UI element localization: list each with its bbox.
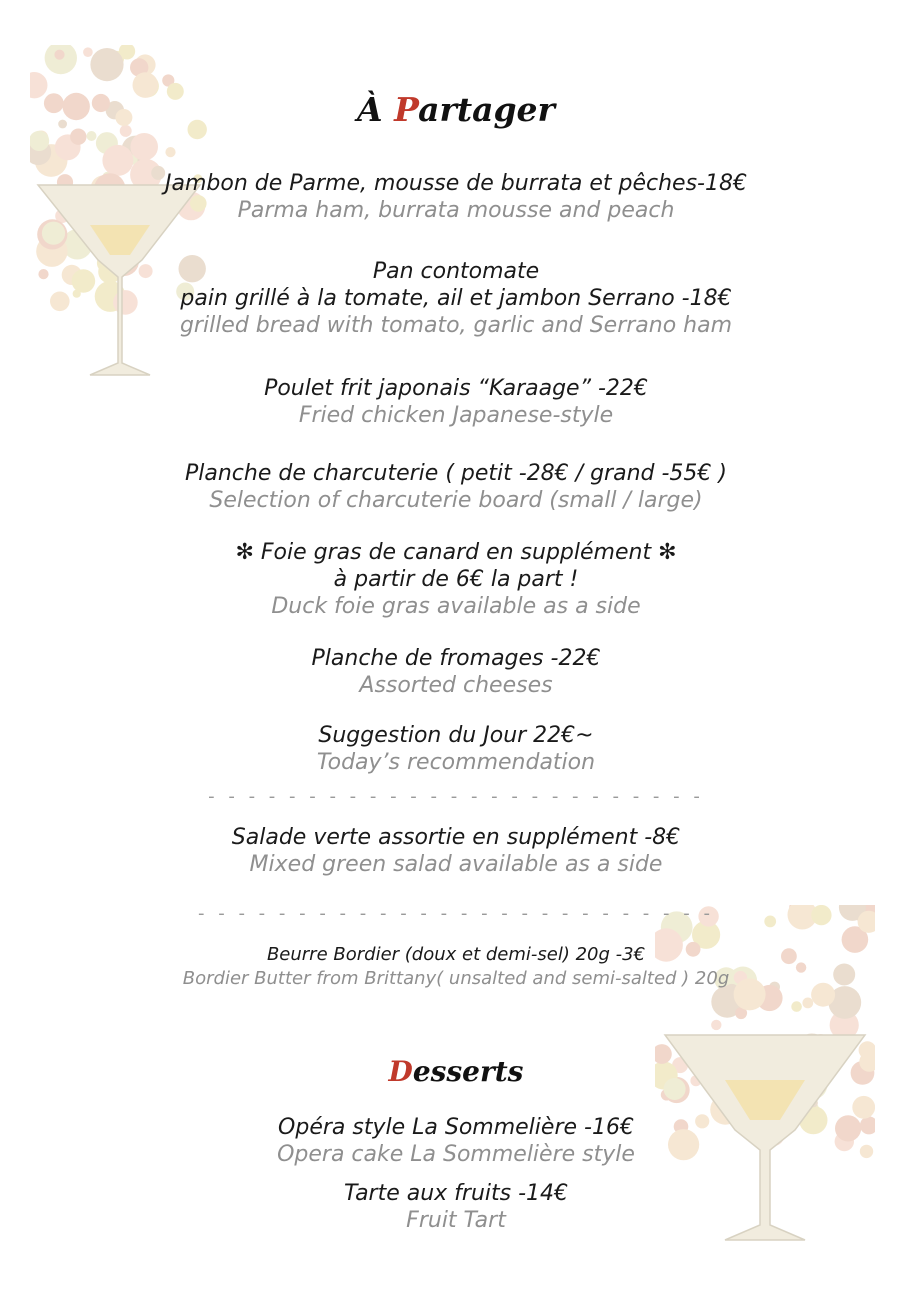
- bubble-decoration: [711, 1020, 721, 1030]
- item-name-en: Parma ham, burrata mousse and peach: [237, 198, 675, 223]
- item-name-en: Assorted cheeses: [359, 673, 553, 698]
- title-prefix: À: [357, 90, 383, 129]
- bubble-decoration: [54, 50, 64, 60]
- title-rest: artager: [418, 90, 555, 129]
- menu-item: [40, 722, 872, 776]
- bubble-decoration: [802, 998, 813, 1009]
- menu-item: [40, 375, 872, 429]
- item-name-fr: Planche de charcuterie ( petit -28€ / grand -55€ ): [185, 461, 727, 486]
- bubble-decoration: [70, 129, 86, 145]
- asterisk-icon: ✻: [658, 540, 677, 565]
- item-text: Foie gras de canard en supplément: [260, 540, 652, 565]
- menu-item: [40, 170, 872, 224]
- menu-item-supplement: [40, 824, 872, 878]
- item-name-fr: Beurre Bordier (doux et demi-sel) 20g -3€: [266, 944, 646, 965]
- bubble-decoration: [165, 147, 175, 157]
- item-name-en: Duck foie gras available as a side: [271, 594, 641, 619]
- item-name-en: grilled bread with tomato, garlic and Serrano ham: [179, 313, 733, 338]
- bubble-decoration: [90, 48, 123, 81]
- item-name-en: Fruit Tart: [406, 1208, 506, 1233]
- menu-item: [40, 460, 872, 514]
- section-title-desserts: [0, 1055, 912, 1088]
- section-title-partager: [0, 90, 912, 129]
- menu-item: [40, 258, 872, 339]
- title-capital-letter: D: [388, 1055, 413, 1088]
- item-name-fr: [40, 539, 872, 566]
- bubble-decoration: [42, 222, 65, 245]
- menu-item: [40, 645, 872, 699]
- item-name-fr: pain grillé à la tomate, ail et jambon Serrano -18€: [180, 286, 732, 311]
- title-capital-letter: P: [394, 90, 419, 129]
- dessert-item: [40, 1180, 872, 1234]
- menu-item-supplement: [40, 943, 872, 991]
- menu-item-supplement: [40, 539, 872, 620]
- bubble-decoration: [791, 1001, 802, 1012]
- title-rest: esserts: [412, 1055, 524, 1088]
- item-name-en: Mixed green salad available as a side: [249, 852, 663, 877]
- item-name-en: Selection of charcuterie board (small / large): [209, 488, 703, 513]
- item-name-fr: Jambon de Parme, mousse de burrata et pêches-18€: [165, 171, 747, 196]
- dashed-separator: - - - - - - - - - - - - - - - - - - - - - - - - - -: [198, 903, 714, 924]
- bubble-decoration: [83, 47, 93, 57]
- item-name-en: Today’s recommendation: [316, 750, 596, 775]
- bubble-decoration: [130, 133, 158, 161]
- item-name-en: Fried chicken Japanese-style: [298, 403, 614, 428]
- item-name-fr: Planche de fromages -22€: [311, 646, 601, 671]
- dessert-item: [40, 1114, 872, 1168]
- dashed-separator: - - - - - - - - - - - - - - - - - - - - - - - - -: [208, 786, 704, 807]
- item-name-fr: Salade verte assortie en supplément -8€: [231, 825, 681, 850]
- item-detail-fr: à partir de 6€ la part !: [333, 567, 579, 592]
- item-name-en: Bordier Butter from Brittany( unsalted and semi-salted ) 20g: [182, 968, 730, 989]
- item-title-fr: Pan contomate: [372, 259, 540, 284]
- item-name-fr: Tarte aux fruits -14€: [343, 1181, 569, 1206]
- item-name-en: Opera cake La Sommelière style: [277, 1142, 635, 1167]
- bubble-decoration: [87, 131, 97, 141]
- item-name-fr: Opéra style La Sommelière -16€: [278, 1115, 634, 1140]
- item-name-fr: Suggestion du Jour 22€~: [318, 723, 594, 748]
- asterisk-icon: ✻: [235, 540, 254, 565]
- item-name-fr: Poulet frit japonais “Karaage” -22€: [264, 376, 648, 401]
